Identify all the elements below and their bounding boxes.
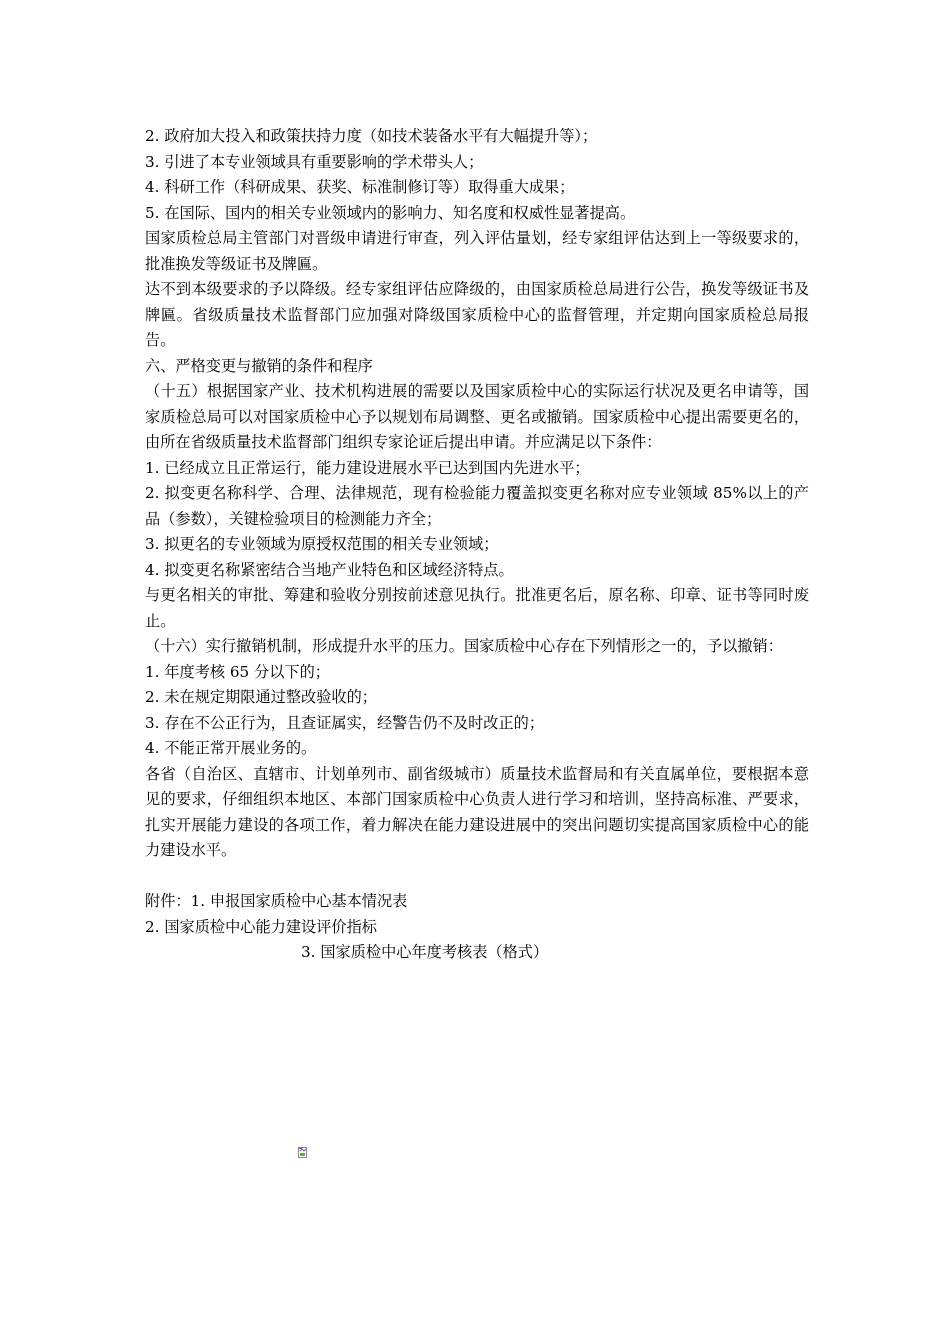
rename-condition-3: 3. 拟更名的专业领域为原授权范围的相关专业领域； bbox=[145, 535, 499, 553]
revocation-condition-2: 2. 未在规定期限通过整改验收的； bbox=[145, 688, 377, 706]
paragraph-upgrade-review: 国家质检总局主管部门对晋级申请进行审查，列入评估量划，经专家组评估达到上一等级要求的，批准换发等级证书及牌匾。 bbox=[145, 229, 809, 273]
list-item-5: 5. 在国际、国内的相关专业领域内的影响力、知名度和权威性显著提高。 bbox=[145, 203, 636, 222]
document-body bbox=[145, 124, 809, 966]
list-item-3: 3. 引进了本专业领域具有重要影响的学术带头人； bbox=[145, 152, 484, 171]
rename-condition-2: 2. 拟变更名称科学、合理、法律规范，现有检验能力覆盖拟变更名称对应专业领域 85%以上的产品（参数），关键检验项目的检测能力齐全； bbox=[145, 484, 809, 528]
section-heading-six: 六、严格变更与撤销的条件和程序 bbox=[145, 356, 373, 375]
revocation-condition-4: 4. 不能正常开展业务的。 bbox=[145, 739, 317, 757]
rename-condition-4: 4. 拟变更名称紧密结合当地产业特色和区域经济特点。 bbox=[145, 560, 514, 579]
list-item-2: 2. 政府加大投入和政策扶持力度（如技术装备水平有大幅提升等）； bbox=[145, 127, 598, 145]
attachment-line-1: 附件：1. 申报国家质检中心基本情况表 bbox=[145, 892, 408, 910]
revocation-condition-3: 3. 存在不公正行为，且查证属实，经警告仍不及时改正的； bbox=[145, 713, 545, 732]
revocation-condition-1: 1. 年度考核 65 分以下的； bbox=[145, 662, 330, 681]
paragraph-fifteen: （十五）根据国家产业、技术机构进展的需要以及国家质检中心的实际运行状况及更名申请等，国家质检总局可以对国家质检中心予以规划布局调整、更名或撤销。国家质检中心提出需要更名的，由所在省级质量技术监督部门组织专家论证后提出申请。并应满足以下条件： bbox=[145, 382, 809, 451]
attachment-line-2: 2. 国家质检中心能力建设评价指标 bbox=[145, 917, 377, 936]
paragraph-downgrade: 达不到本级要求的予以降级。经专家组评估应降级的，由国家质检总局进行公告，换发等级证书及牌匾。省级质量技术监督部门应加强对降级国家质检中心的监督管理，并定期向国家质检总局报告。 bbox=[145, 280, 809, 349]
broken-image-icon bbox=[298, 1143, 308, 1155]
paragraph-sixteen: （十六）实行撤销机制，形成提升水平的压力。国家质检中心存在下列情形之一的，予以撤销： bbox=[145, 637, 783, 655]
paragraph-closing: 各省（自治区、直辖市、计划单列市、副省级城市）质量技术监督局和有关直属单位，要根据本意见的要求，仔细组织本地区、本部门国家质检中心负责人进行学习和培训，坚持高标准、严要求，扎实开展能力建设的各项工作，着力解决在能力建设进展中的突出问题切实提高国家质检中心的能力建设水平。 bbox=[145, 764, 809, 859]
list-item-4: 4. 科研工作（科研成果、获奖、标准制修订等）取得重大成果； bbox=[145, 178, 575, 196]
rename-condition-1: 1. 已经成立且正常运行，能力建设进展水平已达到国内先进水平； bbox=[145, 458, 590, 477]
blank-line bbox=[145, 864, 809, 890]
attachment-line-3: 3. 国家质检中心年度考核表（格式） bbox=[301, 943, 549, 961]
paragraph-rename-approval: 与更名相关的审批、筹建和验收分别按前述意见执行。批准更名后，原名称、印章、证书等同时废止。 bbox=[145, 586, 809, 630]
